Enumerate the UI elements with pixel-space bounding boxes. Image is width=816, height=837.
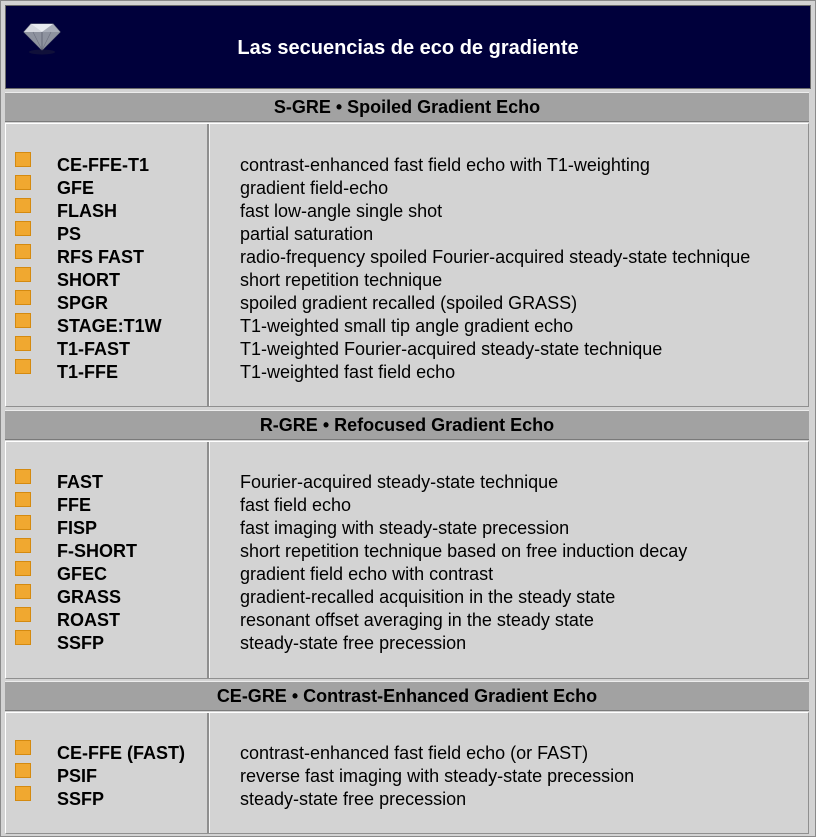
item-abbreviation: T1-FFE [57,362,118,382]
list-item [6,630,806,653]
item-description: fast field echo [240,495,352,515]
item-abbreviation: STAGE:T1W [57,316,162,336]
section-header-r-gre: R-GRE • Refocused Gradient Echo [5,410,809,440]
item-description: T1-weighted small tip angle gradient echo [240,316,574,336]
item-abbreviation: T1-FAST [57,339,131,359]
list-item [6,786,806,809]
item-description: partial saturation [240,224,374,244]
title-bar [5,5,811,89]
bullet-icon [15,198,31,213]
item-abbreviation: SSFP [57,789,105,809]
item-description: steady-state free precession [240,789,467,809]
item-abbreviation: CE-FFE-T1 [57,155,149,175]
item-abbreviation: CE-FFE (FAST) [57,743,185,763]
bullet-icon [15,538,31,553]
bullet-icon [15,469,31,484]
item-description: steady-state free precession [240,633,467,653]
bullet-icon [15,152,31,167]
item-abbreviation: FFE [57,495,91,515]
list-item [6,221,806,244]
list-item [6,290,806,313]
item-description: resonant offset averaging in the steady state [240,610,594,630]
section-body-s-gre [5,123,809,407]
item-description: gradient field-echo [240,178,389,198]
list-item [6,584,806,607]
item-description: contrast-enhanced fast field echo with T1-weighting [240,155,650,175]
list-item [6,469,806,492]
item-description: gradient field echo with contrast [240,564,494,584]
bullet-icon [15,786,31,801]
list-item [6,538,806,561]
bullet-icon [15,561,31,576]
list-item [6,198,806,221]
item-description: spoiled gradient recalled (spoiled GRASS) [240,293,578,313]
bullet-icon [15,267,31,282]
item-abbreviation: SHORT [57,270,120,290]
item-abbreviation: GFE [57,178,95,198]
bullet-icon [15,244,31,259]
item-abbreviation: FISP [57,518,98,538]
list-item [6,763,806,786]
item-abbreviation: SPGR [57,293,109,313]
item-description: gradient-recalled acquisition in the steady state [240,587,616,607]
item-description: fast low-angle single shot [240,201,443,221]
section-header-s-gre: S-GRE • Spoiled Gradient Echo [5,92,809,122]
bullet-icon [15,763,31,778]
bullet-icon [15,740,31,755]
section-body-r-gre [5,441,809,679]
list-item [6,515,806,538]
list-item [6,607,806,630]
bullet-icon [15,584,31,599]
bullet-icon [15,515,31,530]
item-description: Fourier-acquired steady-state technique [240,472,559,492]
bullet-icon [15,359,31,374]
item-description: fast imaging with steady-state precession [240,518,570,538]
bullet-icon [15,313,31,328]
item-description: T1-weighted fast field echo [240,362,456,382]
list-item [6,336,806,359]
item-abbreviation: SSFP [57,633,105,653]
list-item [6,313,806,336]
list-item [6,152,806,175]
list-item [6,267,806,290]
list-item [6,561,806,584]
list-item [6,175,806,198]
item-description: radio-frequency spoiled Fourier-acquired steady-state technique [240,247,751,267]
item-description: contrast-enhanced fast field echo (or FAST) [240,743,589,763]
item-description: reverse fast imaging with steady-state precession [240,766,635,786]
item-description: T1-weighted Fourier-acquired steady-state technique [240,339,663,359]
list-item [6,492,806,515]
item-abbreviation: F-SHORT [57,541,137,561]
section-header-ce-gre: CE-GRE • Contrast-Enhanced Gradient Echo [5,681,809,711]
item-abbreviation: RFS FAST [57,247,145,267]
item-abbreviation: FAST [57,472,104,492]
list-item [6,359,806,382]
item-abbreviation: PSIF [57,766,98,786]
bullet-icon [15,336,31,351]
page-title: Las secuencias de eco de gradiente [237,37,579,59]
bullet-icon [15,221,31,236]
section-body-ce-gre [5,712,809,834]
item-abbreviation: GFEC [57,564,108,584]
item-description: short repetition technique [240,270,443,290]
list-item [6,740,806,763]
item-abbreviation: ROAST [57,610,120,630]
bullet-icon [15,290,31,305]
bullet-icon [15,607,31,622]
item-description: short repetition technique based on free induction decay [240,541,688,561]
item-abbreviation: FLASH [57,201,117,221]
list-item [6,244,806,267]
bullet-icon [15,175,31,190]
item-abbreviation: GRASS [57,587,122,607]
bullet-icon [15,492,31,507]
item-abbreviation: PS [57,224,82,244]
bullet-icon [15,630,31,645]
